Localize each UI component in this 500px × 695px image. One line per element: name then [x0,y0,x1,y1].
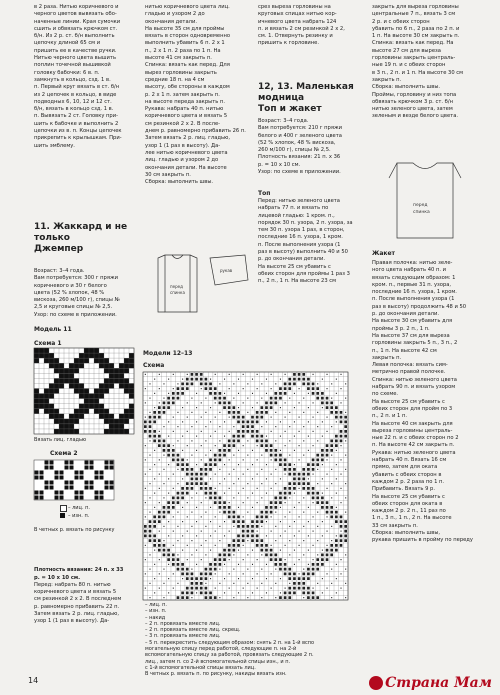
legend-purl-swatch [60,513,65,518]
legend-knit: – лиц. п. [68,505,90,511]
model-11-label: Модель 11 [34,326,72,333]
schema-2-note: В четных р. вязать по рисунку [34,527,115,533]
schema-12-13-label: Схема [143,362,165,369]
col1-body-text: Возраст: 3–4 года. Вам потребуется: 300 г пряжи коричневого и 30 г белого цвета (52 % хлопок, 48 % вискоза, 260 м/100 г), спицы № 2,5 и круговые спицы № 2,5. Узор: по схеме в приложении. [34,268,120,318]
section-11-title: 11. Жаккард и не только Джемпер [34,222,128,254]
svg-text:перед: перед [413,203,428,208]
col3-top-body: Перед: нитью зеленого цвета набрать 77 п. и вязать по лицевой гладью: 1 кром. п., порядок 30 п. узора, 2 п. узора, за тем 30 п. узора 1 раз, в сторон, последние 16 п. узора, 1 кром. п. После выполнения узора (1 раз в высоту) выполнить 40 и 50 р. до окончания детали. На высоте 25 см убавить с обеих сторон для проймы 1 раз 3 п., 2 п., 1 п. На высоте 23 см [258,198,353,285]
model-12-13-label: Модели 12–13 [143,350,193,357]
col3-body-text: Возраст: 3–4 года. Вам потребуется: 210 г пряжи белого и 400 г зеленого цвета (52 % хлопок, 48 % вискоза, 260 м/100 г), спицы № 2,5. Плотность вязания: 21 п. х 36 р. = 10 х 10 см. Узор: по схеме в приложении. [258,118,342,176]
legend-note: – 5 п. перекрестить следующим образом: снять 2 п. на 1-й вспо могательную спицу перед работой, следующие п. на 2-й вспомогательную спицу за работой, провязать следующие 2 п. лиц., затем п. со 2-й вспомогательной спицы изн., и п. с 1-й вспомогательной спицы вязать лиц. [145,639,315,671]
jacket-label: Жакет [372,250,396,257]
svg-text:перед: перед [170,284,183,289]
schema-1-chart [34,348,134,434]
legend-knit-swatch [60,505,67,512]
svg-text:рукав: рукав [220,268,233,273]
section-12-13-title: 12, 13. Маленькая модница Топ и жакет [258,82,354,114]
top-label: Топ [258,190,271,197]
legend-item: – 2 п. провязать вместе лиц. скрещ. [145,627,241,634]
col2-top-text: нитью коричневого цвета лиц. гладью и узором 2 до окончания детали. На высоте 35 см для проймы вязать в сторон одновременно выполнить убавить 6 п. 2 х 1 п., 2 х 1 п. 2 раза по 1 п. На высоте 41 см закрыть п. Спинка: вязать как перед. Для вырез горловины закрыть средние 18 п. на 4 см высоту, обе стороны в каждом р. 2 х 1 п. затем закрыть п. на высоте переда закрыть п. Рукава: набрать 40 п. нитью коричневого цвета и вязать 5 см резинкой 2 х 2. В после- днем р. равномерно прибавить 26 п. Затем вязать 2 р. лиц. гладью, узор 1 (1 раз в высоту). Да- лее нитью коричневого цвета лиц. гладью и узором 2 до окончания детали. На высоте 30 см закрыть п. Сборка: выполнить швы. [145,4,246,186]
svg-text:спинка: спинка [170,290,185,295]
legend-purl: – изн. п. [68,513,90,519]
page-number: 14 [28,676,39,685]
col1-bottom-text [34,560,138,670]
schema-1-label: Схема 1 [34,340,62,347]
schema-2-chart [34,460,114,500]
col4-top-text: закрыть для выреза горловины центральные 7 п., вязать 3 см 2 р. и с обеих сторон убавить по 6 п., 2 раза по 2 п. и 1 п. На высоте 30 см закрыть п. Спинка: вязать как перед. На высоте 27 см для выреза горловины закрыть централь- ные 19 п. и с обеих сторон в 3 п., 2 п. и 1 п. На высоте 30 см закрыть п. Сборка: выполнить швы. Проймы, горловину и низ топа обвязать крючком 3 р. ст. б/н нитью зеленого цвета, затем зеленым и везде белого цвета. [372,4,464,120]
watermark-text: Страна Мам [385,675,492,691]
legend-item: – накид [145,614,166,621]
lace-schema-chart [143,372,348,600]
legend-item: – 2 п. провязать вместе лиц. [145,620,221,627]
top-sketch-icon [385,158,465,248]
col1-density: Плотность вязания: 24 п. х 33 р. = 10 х 10 см. [34,567,124,581]
schema-2-label: Схема 2 [50,450,78,457]
watermark-logo [369,675,492,691]
schema-1-note: Вязать лиц. гладью [34,437,87,443]
col4-jacket-body: Правая полочка: нитью зеле- ного цвета набрать 40 п. и вязать следующим образом: 1 кром. п., первые 31 п. узора, последние 16 п. узора, 1 кром. п. После выполнения узора (1 раз в высоту) продолжить 48 и 50 р. до окончания детали. На высоте 30 см убавить для проймы 3 р. 2 п., 1 п. На высоте 37 см для выреза горловины закрыть 5 п., 3 п., 2 п., 1 п. На высоте 42 см закрыть п. Левая полочка: вязать сим- метрично правой полочке. Спинка: нитью зеленого цвета набрать 90 п. и вязать узором по схеме. На высоте 25 см убавить с обеих сторон для пройм по 3 п., 2 п. и 1 п. На высоте 40 см закрыть для выреза горловины централь- ные 22 п. и с обеих сторон по 2 п. На высоте 42 см закрыть п. Рукава: нитью зеленого цвета набрать 40 п. Вязать 16 см прямо, затем для оката убавить с обеих сторон в каждом 2 р. 2 раза по 1 п. Прибавить. Вязать 9 р. На высоте 25 см убавить с обеих сторон для оката в каждом 2 р. 2 п., 11 раз по 1 п., 3 п., 1 п., 2 п. На высоте 33 см закрыть п. Сборка: выполнить швы, рукава пришить в пройму по переду [372,260,473,544]
legend-item: – лиц. п. [145,602,167,608]
col3-top-text: срез выреза горловины на круговых спицах нитью кор- ичневого цвета набрать 124 п. и вязать 2 см резинкой 2 х 2, см. 1. Отвернуть резинку и пришить к горловине. [258,4,345,47]
svg-text:спинка: спинка [413,210,430,215]
legend-item: – 3 п. провязать вместе лиц. [145,633,221,640]
col1-top-text: в 2 раза. Нитью коричневого и черного цветов вывязать обо- наченные линии. Края сумочки сшить и обвязать крючком ст. б/н. Из 2 р. ст. б/н выполнить цепочку длиной 65 см и пришить ее в качестве ручки. Нитью черного цвета вышить поплин точечной вышивкой головку бабочки: 6 в. п. замкнуть в кольцо, сзд. 1 в. п. Первый круг вязать в ст. б/н из 2 цепочек в кольцо, в виде подводных 6, 10, 12 и 12 ст. б/н, вязать в кольцо сзд. 1 в. п. Вывязать 2 ст. Головку при- шить к бабочке и выполнить 2 цепочки из в. п. Концы цепочек прикрепить к крылышкам. При- шить эмблему. [34,4,122,149]
watermark-icon [369,676,383,690]
legend-item: – изн. п. [145,608,167,615]
sweater-sketch-icon [150,250,255,320]
col1-front: Перед: набрать 80 п. нитью коричневого цвета и вязать 5 см резинкой 2 х 2. В последнем р. равномерно прибавить 22 п. Затем вязать 2 р. лиц. гладью, узор 1 (1 раз в высоту). Да- [34,581,122,625]
lace-bottom-note: В четных р. вязать п. по рисунку, накиды вязать изн. [145,671,287,678]
lace-legend [145,602,355,678]
